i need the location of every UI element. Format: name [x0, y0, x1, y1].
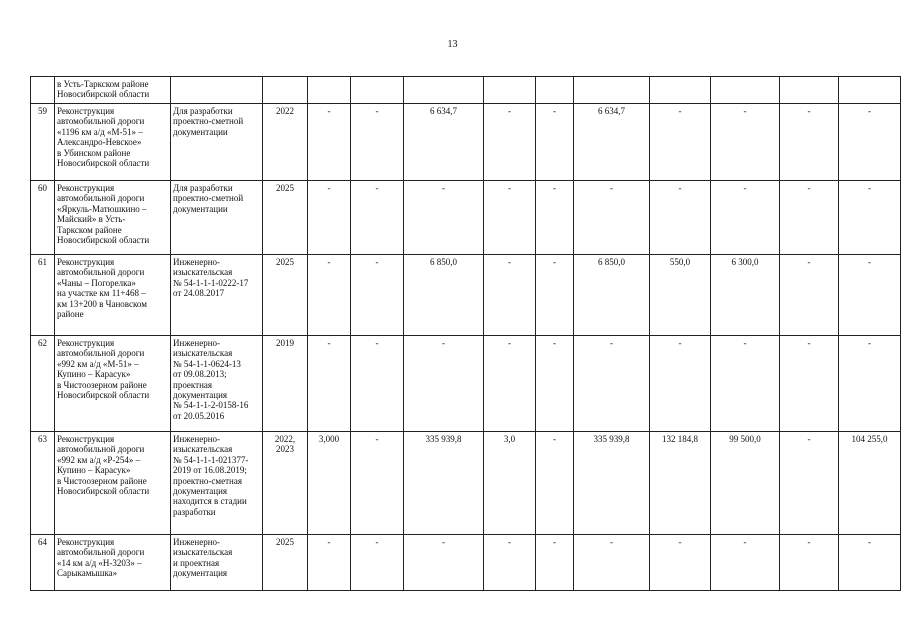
cell-line: Инженерно- [173, 434, 221, 444]
cell-line: изыскательская [173, 348, 233, 359]
value-cell: - [650, 104, 711, 181]
object-name-cell [55, 255, 171, 336]
cell-line: Инженерно- [173, 338, 221, 348]
value-cell: - [574, 181, 650, 255]
value-cell: - [351, 432, 404, 535]
cell-line: 2019 от 16.08.2019; [173, 465, 247, 476]
object-name-cell [55, 181, 171, 255]
value-cell: - [484, 255, 536, 336]
value-cell: - [780, 535, 839, 591]
cell-line: км 13+200 в Чановском [57, 298, 147, 309]
value-cell: - [780, 336, 839, 432]
value-cell [839, 77, 901, 104]
cell-line: на участке км 11+468 – [57, 288, 146, 299]
value-cell: - [484, 181, 536, 255]
value-cell: - [351, 181, 404, 255]
cell-line: Новосибирской области [57, 158, 150, 169]
cell-line: Таркском районе [57, 224, 122, 235]
value-cell: - [308, 535, 351, 591]
value-cell: - [404, 336, 484, 432]
cell-line: документации [173, 126, 228, 137]
cell-line: проектно-сметной [173, 116, 244, 127]
cell-line: «14 км а/д «Н-3203» – [57, 557, 142, 568]
year-cell [263, 255, 308, 336]
value-cell: - [574, 336, 650, 432]
table-row [31, 535, 901, 591]
year-cell [263, 181, 308, 255]
cell-line: Реконструкция [57, 257, 115, 267]
value-cell: - [839, 181, 901, 255]
row-number-cell: 63 [31, 432, 55, 535]
documentation-cell [171, 535, 263, 591]
cell-line: Инженерно- [173, 537, 221, 547]
value-cell [780, 77, 839, 104]
cell-line: разработки [173, 506, 216, 517]
value-cell [536, 77, 574, 104]
value-cell [404, 77, 484, 104]
year-cell [263, 336, 308, 432]
value-cell: - [839, 104, 901, 181]
value-cell: - [536, 181, 574, 255]
cell-line: проектно-сметная [173, 475, 242, 486]
row-number-cell: 64 [31, 535, 55, 591]
value-cell: - [711, 535, 780, 591]
year-cell [263, 535, 308, 591]
year-cell [263, 77, 308, 104]
value-cell [574, 77, 650, 104]
cell-line: от 24.08.2017 [173, 288, 225, 299]
cell-line: документация [173, 486, 228, 497]
value-cell: - [536, 255, 574, 336]
table-row [31, 181, 901, 255]
value-cell: 104 255,0 [839, 432, 901, 535]
value-cell: - [308, 336, 351, 432]
value-cell: - [839, 336, 901, 432]
cell-line: Новосибирской области [57, 235, 150, 246]
table-row [31, 336, 901, 432]
row-number-cell: 59 [31, 104, 55, 181]
documentation-cell [171, 336, 263, 432]
cell-line: Новосибирской области [57, 390, 150, 401]
row-number-cell: 62 [31, 336, 55, 432]
cell-line: автомобильной дороги [57, 547, 145, 558]
cell-line: районе [57, 309, 84, 320]
year-cell [263, 104, 308, 181]
documentation-cell [171, 77, 263, 104]
cell-line: «Яркуль-Матюшкино – [57, 203, 147, 214]
value-cell: - [574, 535, 650, 591]
value-cell: - [404, 181, 484, 255]
cell-line: 2022 [276, 106, 294, 116]
cell-line: и проектная [173, 557, 220, 568]
value-cell: - [711, 104, 780, 181]
cell-line: Сарыкамышка» [57, 568, 118, 579]
value-cell: 3,0 [484, 432, 536, 535]
value-cell: 6 850,0 [404, 255, 484, 336]
cell-line: № 54-1-1-0624-13 [173, 358, 241, 369]
cell-line: Александро-Невское» [57, 137, 142, 148]
documentation-cell [171, 432, 263, 535]
value-cell: 335 939,8 [574, 432, 650, 535]
cell-line: Реконструкция [57, 338, 115, 348]
value-cell: - [780, 432, 839, 535]
documentation-cell [171, 181, 263, 255]
cell-line: изыскательская [173, 267, 233, 278]
cell-line: автомобильной дороги [57, 193, 145, 204]
value-cell: 99 500,0 [711, 432, 780, 535]
value-cell: 6 634,7 [404, 104, 484, 181]
object-name-cell [55, 77, 171, 104]
value-cell: - [536, 432, 574, 535]
cell-line: изыскательская [173, 444, 233, 455]
cell-line: Инженерно- [173, 257, 221, 267]
value-cell: 6 850,0 [574, 255, 650, 336]
value-cell: - [711, 181, 780, 255]
value-cell [650, 77, 711, 104]
cell-line: «992 км а/д «Р-254» – [57, 454, 141, 465]
cell-line: в Чистоозерном районе [57, 379, 147, 390]
value-cell: - [780, 104, 839, 181]
cell-line: документация [173, 390, 228, 401]
value-cell: - [536, 104, 574, 181]
cell-line: Купино – Карасук» [57, 369, 131, 380]
cell-line: № 54-1-1-1-0222-17 [173, 277, 249, 288]
value-cell: - [650, 181, 711, 255]
row-number-cell: 61 [31, 255, 55, 336]
value-cell: - [404, 535, 484, 591]
value-cell: 6 300,0 [711, 255, 780, 336]
cell-line: автомобильной дороги [57, 348, 145, 359]
documentation-cell [171, 255, 263, 336]
cell-line: Для разработки [173, 183, 233, 193]
value-cell: - [839, 535, 901, 591]
cell-line: Для разработки [173, 106, 233, 116]
value-cell: 550,0 [650, 255, 711, 336]
row-number-cell: 60 [31, 181, 55, 255]
year-cell [263, 432, 308, 535]
table-row [31, 432, 901, 535]
cell-line: Реконструкция [57, 434, 115, 444]
cell-line: автомобильной дороги [57, 444, 145, 455]
object-name-cell [55, 336, 171, 432]
cell-line: в Убинском районе [57, 147, 131, 158]
cell-line: находится в стадии [173, 496, 247, 507]
cell-line: автомобильной дороги [57, 116, 145, 127]
cell-line: документации [173, 203, 228, 214]
cell-line: Купино – Карасук» [57, 465, 131, 476]
value-cell: - [484, 104, 536, 181]
value-cell: - [484, 336, 536, 432]
cell-line: 2022, [274, 434, 296, 444]
value-cell: - [308, 181, 351, 255]
table-row [31, 255, 901, 336]
value-cell: - [839, 255, 901, 336]
cell-line: в Усть-Таркском районе [57, 79, 149, 89]
cell-line: изыскательская [173, 547, 233, 558]
value-cell: - [536, 336, 574, 432]
value-cell: - [780, 181, 839, 255]
value-cell [711, 77, 780, 104]
road-reconstruction-table [30, 76, 901, 591]
cell-line: Реконструкция [57, 183, 115, 193]
cell-line: «Чаны – Погорелка» [57, 277, 136, 288]
value-cell: - [308, 104, 351, 181]
value-cell [308, 77, 351, 104]
cell-line: № 54-1-1-1-021377- [173, 454, 249, 465]
cell-line: Реконструкция [57, 106, 115, 116]
cell-line: № 54-1-1-2-0158-16 [173, 400, 249, 411]
cell-line: «992 км а/д «М-51» – [57, 358, 139, 369]
table-row [31, 104, 901, 181]
value-cell: - [711, 336, 780, 432]
cell-line: от 09.08.2013; [173, 369, 227, 380]
cell-line: автомобильной дороги [57, 267, 145, 278]
cell-line: 2025 [276, 537, 294, 547]
value-cell: - [351, 104, 404, 181]
value-cell: - [536, 535, 574, 591]
value-cell: - [780, 255, 839, 336]
object-name-cell [55, 535, 171, 591]
value-cell [351, 77, 404, 104]
value-cell: - [308, 255, 351, 336]
object-name-cell [55, 104, 171, 181]
value-cell: - [484, 535, 536, 591]
value-cell: - [650, 336, 711, 432]
cell-line: проектно-сметной [173, 193, 244, 204]
cell-line: документация [173, 568, 228, 579]
value-cell [484, 77, 536, 104]
cell-line: 2023 [276, 444, 294, 455]
cell-line: Реконструкция [57, 537, 115, 547]
cell-line: проектная [173, 379, 213, 390]
value-cell: 6 634,7 [574, 104, 650, 181]
value-cell: 132 184,8 [650, 432, 711, 535]
row-number-cell [31, 77, 55, 104]
cell-line: Майский» в Усть- [57, 214, 126, 225]
cell-line: «1196 км а/д «М-51» – [57, 126, 143, 137]
value-cell: - [351, 535, 404, 591]
table-row [31, 77, 901, 104]
cell-line: 2019 [276, 338, 294, 348]
cell-line: Новосибирской области [57, 89, 150, 100]
value-cell: - [650, 535, 711, 591]
page-number: 13 [447, 39, 458, 50]
value-cell: 335 939,8 [404, 432, 484, 535]
cell-line: от 20.05.2016 [173, 410, 225, 421]
cell-line: в Чистоозерном районе [57, 475, 147, 486]
cell-line: 2025 [276, 257, 294, 267]
documentation-cell [171, 104, 263, 181]
value-cell: - [351, 336, 404, 432]
cell-line: Новосибирской области [57, 486, 150, 497]
object-name-cell [55, 432, 171, 535]
value-cell: 3,000 [308, 432, 351, 535]
value-cell: - [351, 255, 404, 336]
cell-line: 2025 [276, 183, 294, 193]
